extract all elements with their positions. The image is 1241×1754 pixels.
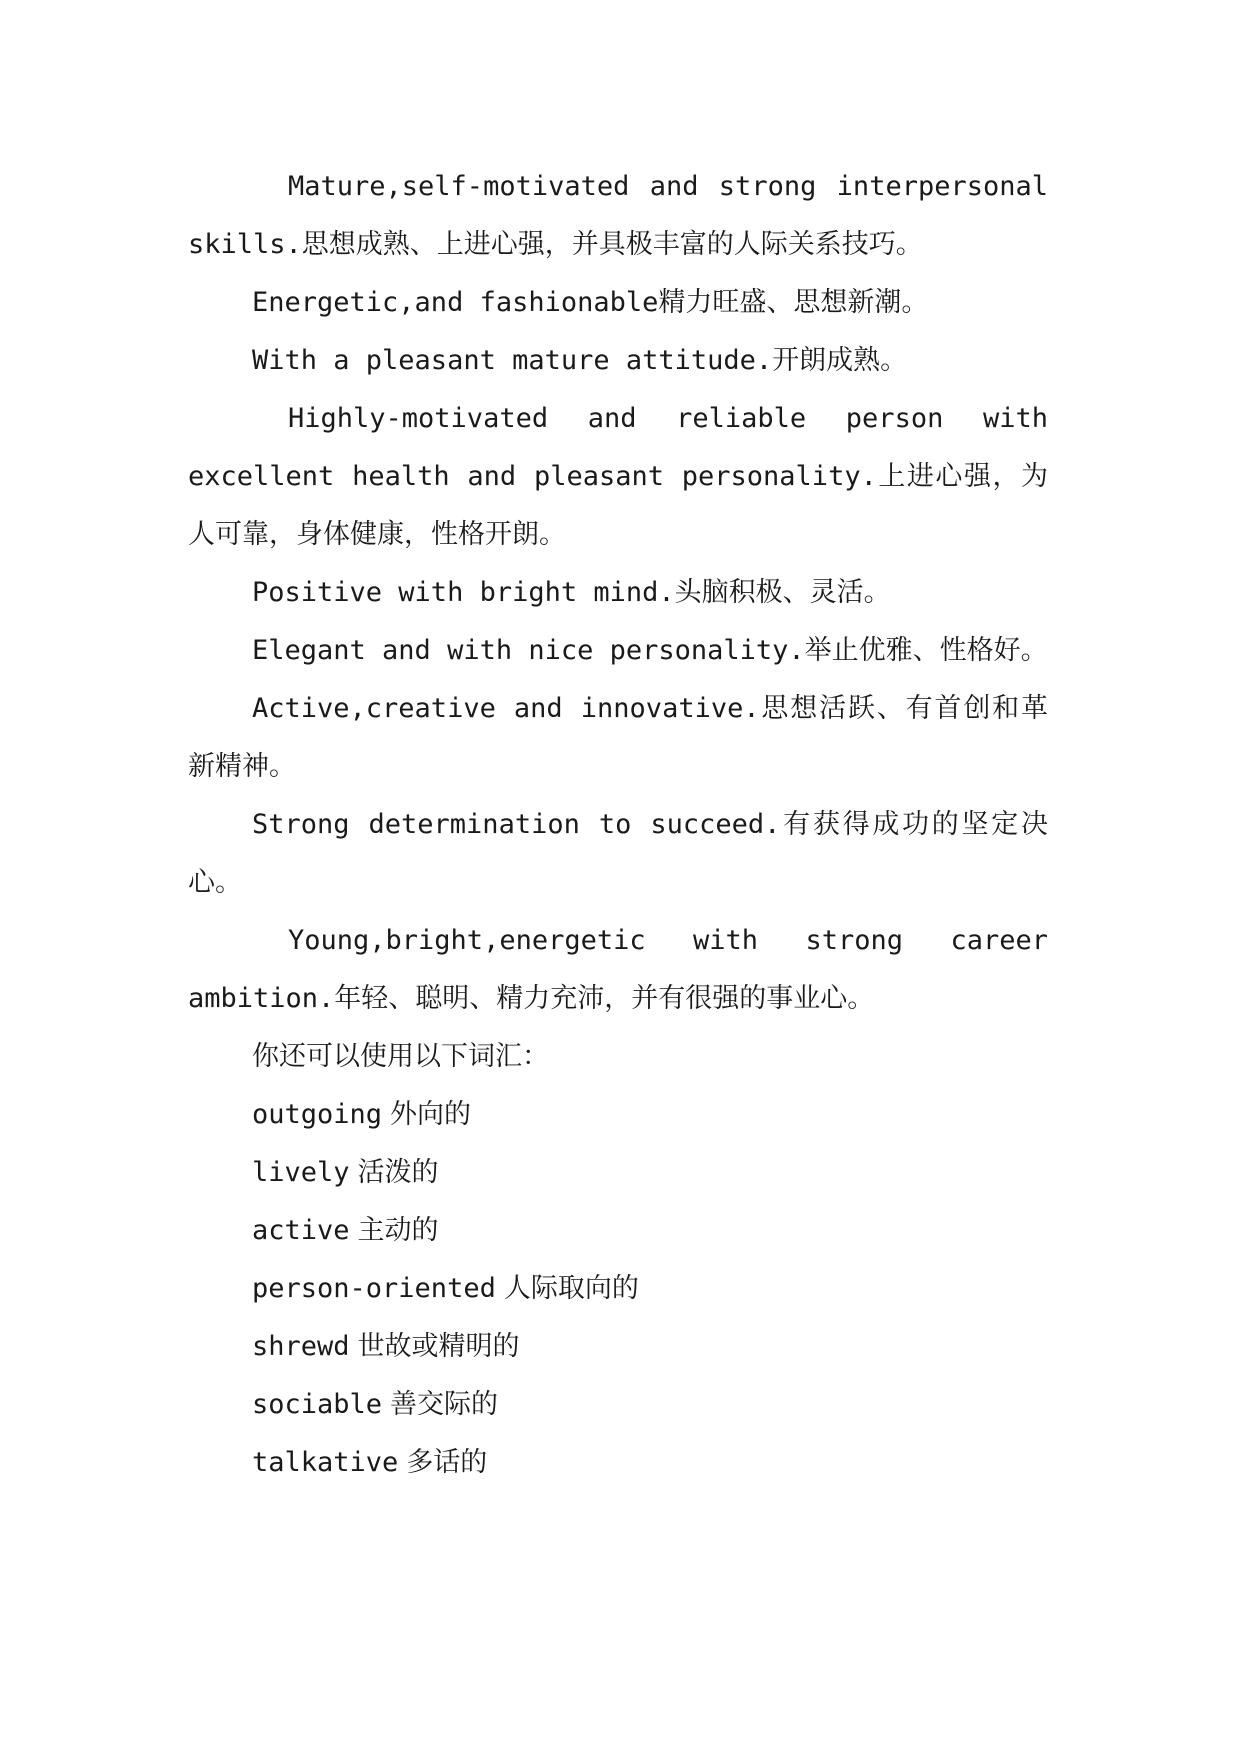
vocab-list	[188, 1086, 1048, 1492]
vocab-chinese: 外向的	[390, 1099, 472, 1130]
paragraph-elegant: Elegant and with nice personality.举止优雅、性格好。	[252, 635, 1048, 666]
paragraph-mature: Mature,self-motivated and strong interpersonal skills.思想成熟、上进心强，并具极丰富的人际关系技巧。	[188, 171, 1048, 260]
paragraph-highly-motivated: Highly-motivated and reliable person with excellent health and pleasant personality.上进心强，为人可靠，身体健康，性格开朗。	[188, 403, 1048, 550]
vocab-english: shrewd	[252, 1331, 350, 1362]
vocab-chinese: 人际取向的	[503, 1273, 639, 1304]
vocab-english: active	[252, 1215, 350, 1246]
vocab-english: talkative	[252, 1447, 399, 1478]
vocab-chinese: 活泼的	[357, 1157, 439, 1188]
vocab-english: sociable	[252, 1389, 383, 1420]
paragraph-determination: Strong determination to succeed.有获得成功的坚定决心。	[188, 809, 1048, 898]
paragraph-active: Active,creative and innovative.思想活跃、有首创和革新精神。	[188, 693, 1048, 782]
vocab-chinese: 世故或精明的	[357, 1331, 520, 1362]
vocab-item	[188, 1376, 1048, 1434]
vocab-english: lively	[252, 1157, 350, 1188]
vocab-chinese: 多话的	[406, 1447, 488, 1478]
vocab-item	[188, 1202, 1048, 1260]
vocab-item	[188, 1318, 1048, 1376]
vocab-item	[188, 1144, 1048, 1202]
vocab-english: person-oriented	[252, 1273, 496, 1304]
vocab-item	[188, 1086, 1048, 1144]
paragraph-young: Young,bright,energetic with strong career ambition.年轻、聪明、精力充沛，并有很强的事业心。	[188, 925, 1048, 1014]
vocab-intro: 你还可以使用以下词汇：	[252, 1041, 549, 1072]
vocab-item	[188, 1434, 1048, 1492]
vocab-chinese: 善交际的	[390, 1389, 499, 1420]
document-body	[188, 158, 1048, 1492]
paragraph-positive: Positive with bright mind.头脑积极、灵活。	[252, 577, 891, 608]
paragraph-pleasant: With a pleasant mature attitude.开朗成熟。	[252, 345, 908, 376]
paragraph-energetic: Energetic,and fashionable精力旺盛、思想新潮。	[252, 287, 929, 318]
vocab-chinese: 主动的	[357, 1215, 439, 1246]
vocab-english: outgoing	[252, 1099, 383, 1130]
vocab-item	[188, 1260, 1048, 1318]
